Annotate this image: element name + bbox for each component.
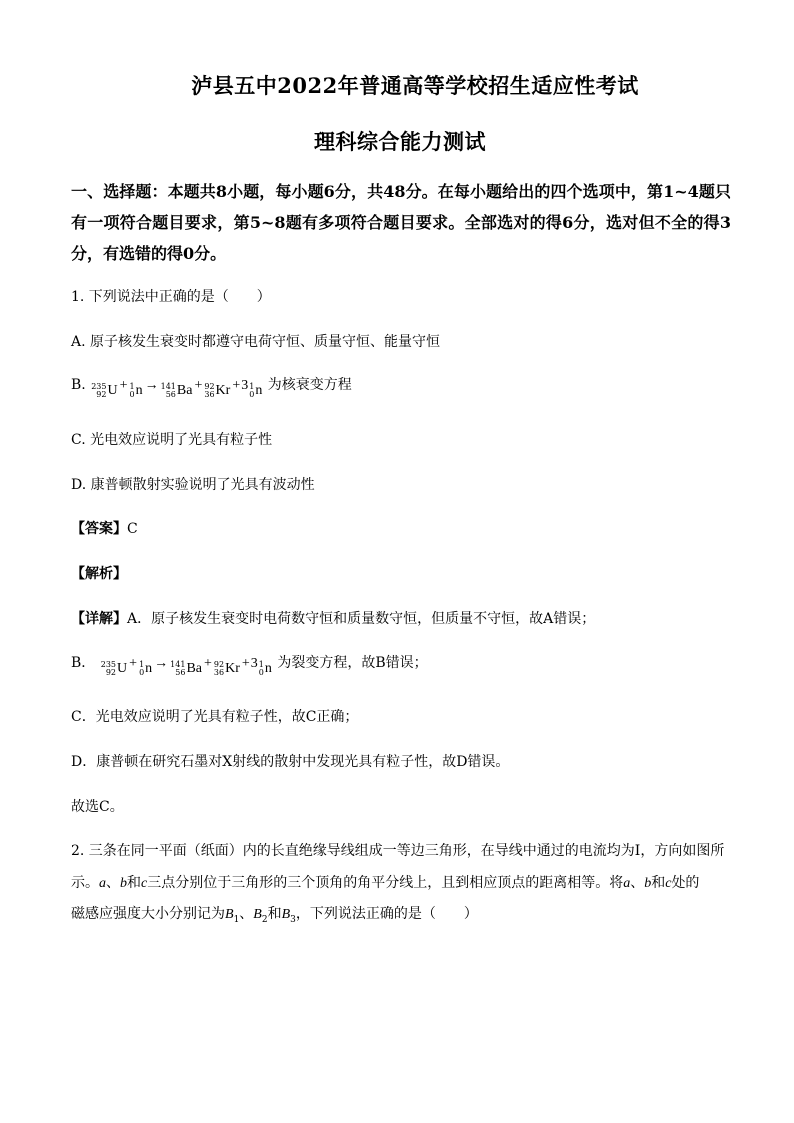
detail-b-suffix: 为裂变方程，故B错误； <box>277 655 428 671</box>
neutron-mass-number: 1 <box>249 382 255 391</box>
field-b3: B <box>281 907 291 922</box>
nuclide-barium <box>161 383 193 399</box>
neutron-symbol: n <box>264 661 272 676</box>
nuclide-uranium <box>91 383 117 399</box>
point-b: b <box>644 876 652 891</box>
neutron-mass-number: 1 <box>258 660 264 669</box>
neutron-charge-number: 0 <box>258 668 264 677</box>
neutron-mass-number: 1 <box>129 382 135 391</box>
krypton-atomic-number: 36 <box>213 668 225 677</box>
question-2-line-3 <box>71 903 478 925</box>
uranium-atomic-number: 92 <box>96 390 107 399</box>
plus-sign: + <box>241 656 250 671</box>
point-c: c <box>665 876 672 891</box>
neutron-mass-number: 1 <box>139 660 145 669</box>
krypton-mass-number: 92 <box>213 660 225 669</box>
neutron-coefficient: 3 <box>241 378 249 393</box>
q2-text: 三点分别位于三角形的三个顶角的角平分线上，且到相应顶点的距离相等。将 <box>147 875 624 891</box>
plus-sign: + <box>232 378 241 393</box>
question-1-option-c: C. 光电效应说明了光具有粒子性 <box>71 432 273 448</box>
option-b-prefix: B. <box>71 377 91 393</box>
question-2-line-2 <box>71 872 699 892</box>
q2-and: 和 <box>651 875 666 891</box>
section-heading: 一、选择题：本题共8小题，每小题6分，共48分。在每小题给出的四个选项中，第1~4题只有一项符合题目要求，第5~8题有多项符合题目要求。全部选对的得6分，选对但不全的得3分，有选错的得0分。 <box>71 182 731 263</box>
plus-sign: + <box>119 378 128 393</box>
uranium-mass-number: 235 <box>100 660 117 669</box>
nuclide-uranium <box>101 661 127 677</box>
subscript-3: 3 <box>290 914 296 925</box>
barium-mass-number: 141 <box>160 382 176 391</box>
neutron-symbol: n <box>255 383 263 398</box>
detail-c: C．光电效应说明了光具有粒子性，故C正确； <box>71 709 359 725</box>
neutron-symbol: n <box>145 661 153 676</box>
q2-separator: 、 <box>630 875 645 891</box>
detail-a <box>71 608 595 628</box>
neutron-coefficient: 3 <box>250 656 258 671</box>
question-1-option-b <box>71 374 352 399</box>
neutron-charge-number: 0 <box>249 390 255 399</box>
krypton-mass-number: 92 <box>204 382 215 391</box>
plus-sign: + <box>129 656 138 671</box>
krypton-symbol: Kr <box>215 383 231 398</box>
nuclide-neutron <box>130 383 143 399</box>
option-b-suffix: 为核衰变方程 <box>267 377 352 393</box>
field-b2: B <box>253 907 262 922</box>
question-1-option-a: A. 原子核发生衰变时都遵守电荷守恒、质量守恒、能量守恒 <box>71 334 441 350</box>
question-2-line-1: 2. 三条在同一平面（纸面）内的长直绝缘导线组成一等边三角形，在导线中通过的电流均为I，方向如图所 <box>71 843 725 859</box>
neutron-charge-number: 0 <box>139 668 145 677</box>
q2-text: 磁感应强度大小分别记为 <box>71 906 225 922</box>
subscript-1: 1 <box>233 914 240 925</box>
answer-line <box>71 518 138 538</box>
field-b1: B <box>225 907 234 922</box>
point-a: a <box>623 876 631 891</box>
nuclide-neutron-product <box>249 383 262 399</box>
q2-text: 示。 <box>71 875 99 891</box>
point-a: a <box>99 876 106 891</box>
page-subtitle: 理科综合能力测试 <box>314 129 486 154</box>
page-title: 泸县五中2022年普通高等学校招生适应性考试 <box>191 73 639 98</box>
point-c: c <box>141 876 148 891</box>
q2-and: 和 <box>267 906 282 922</box>
reaction-arrow: → <box>144 378 159 393</box>
conclusion: 故选C。 <box>71 799 124 815</box>
barium-atomic-number: 56 <box>175 668 186 677</box>
barium-atomic-number: 56 <box>165 390 176 399</box>
reaction-arrow: → <box>154 656 169 671</box>
nuclide-neutron <box>139 661 152 677</box>
neutron-symbol: n <box>135 383 143 398</box>
q2-text: ，下列说法正确的是（ ） <box>295 906 478 922</box>
answer-value: C <box>127 521 138 537</box>
krypton-atomic-number: 36 <box>204 390 215 399</box>
point-b: b <box>120 876 127 891</box>
nuclide-krypton <box>214 661 240 677</box>
detail-label: 【详解】 <box>71 611 127 627</box>
detail-b <box>71 652 428 677</box>
answer-label: 【答案】 <box>71 521 127 537</box>
subscript-2: 2 <box>261 914 268 925</box>
barium-symbol: Ba <box>176 383 193 398</box>
q2-separator: 、 <box>239 906 254 922</box>
detail-b-prefix: B． <box>71 655 96 671</box>
uranium-symbol: U <box>117 661 128 676</box>
detail-d: D．康普顿在研究石墨对X射线的散射中发现光具有粒子性，故D错误。 <box>71 754 510 770</box>
plus-sign: + <box>204 656 212 671</box>
barium-mass-number: 141 <box>170 660 186 669</box>
q2-separator: 、 <box>106 875 120 891</box>
uranium-symbol: U <box>107 383 118 398</box>
q2-text: 处的 <box>671 875 700 891</box>
nuclide-barium <box>170 661 202 677</box>
nuclide-neutron-product <box>259 661 272 677</box>
nuclide-krypton <box>204 383 230 399</box>
q2-and: 和 <box>127 875 141 891</box>
analysis-label: 【解析】 <box>71 566 127 582</box>
neutron-charge-number: 0 <box>129 390 135 399</box>
krypton-symbol: Kr <box>225 661 240 676</box>
question-1-stem: 1. 下列说法中正确的是（ ） <box>71 289 271 305</box>
uranium-mass-number: 235 <box>91 382 107 391</box>
uranium-atomic-number: 92 <box>105 668 117 677</box>
detail-a-text: A．原子核发生衰变时电荷数守恒和质量数守恒，但质量不守恒，故A错误； <box>127 611 596 627</box>
plus-sign: + <box>194 378 203 393</box>
question-1-option-d: D. 康普顿散射实验说明了光具有波动性 <box>71 477 315 493</box>
barium-symbol: Ba <box>186 661 202 676</box>
